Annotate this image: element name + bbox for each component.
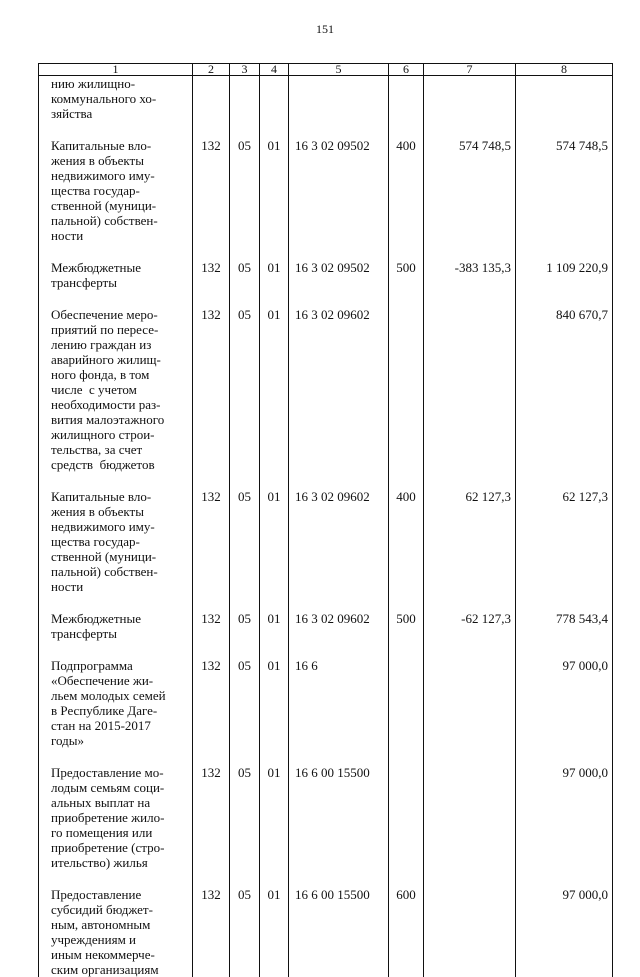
spacer-cell [193,472,230,489]
total-amount-cell [516,260,613,290]
expense-type-cell [389,765,424,870]
total-amount-cell [516,887,613,977]
target-article-text: 16 3 02 09602 [295,307,385,322]
target-article-cell [289,489,389,594]
spacer-cell [424,748,516,765]
change-amount-text: -383 135,3 [429,260,511,275]
subsection-code-text: 01 [260,887,288,902]
expense-type-text: 400 [389,489,423,504]
column-header: 1 [39,64,193,76]
target-article-cell [289,307,389,472]
spacer-cell [230,290,260,307]
subsection-code-cell [260,489,289,594]
change-amount-cell [424,658,516,748]
target-article-text: 16 3 02 09602 [295,489,385,504]
row-spacer [39,594,613,611]
column-header: 3 [230,64,260,76]
row-spacer [39,870,613,887]
total-amount-text: 62 127,3 [521,489,608,504]
ministry-code-text: 132 [193,138,229,153]
item-name-text: Подпрограмма «Обеспечение жи- льем молодых семей в Республике Даге- стан на 2015-2017 годы» [51,658,190,748]
spacer-cell [424,870,516,887]
spacer-cell [516,472,613,489]
target-article-text: 16 3 02 09502 [295,260,385,275]
subsection-code-text: 01 [260,138,288,153]
spacer-cell [193,290,230,307]
ministry-code-text: 132 [193,307,229,322]
ministry-code-text: 132 [193,260,229,275]
total-amount-cell [516,765,613,870]
spacer-cell [289,121,389,138]
row-spacer [39,641,613,658]
spacer-cell [516,641,613,658]
spacer-cell [39,641,193,658]
change-amount-text: 62 127,3 [429,489,511,504]
header-row [39,64,613,76]
subsection-code-text: 01 [260,307,288,322]
item-name-cell [39,260,193,290]
spacer-cell [516,870,613,887]
item-name-cell [39,611,193,641]
spacer-cell [39,870,193,887]
total-amount-cell [516,611,613,641]
change-amount-text: -62 127,3 [429,611,511,626]
change-amount-cell [424,138,516,243]
total-amount-text: 1 109 220,9 [521,260,608,275]
spacer-cell [389,870,424,887]
item-name-text: Межбюджетные трансферты [51,260,190,290]
subsection-code-text: 01 [260,658,288,673]
table-row [39,611,613,641]
table-row [39,307,613,472]
spacer-cell [193,594,230,611]
spacer-cell [39,290,193,307]
section-code-cell [230,611,260,641]
section-code-cell [230,76,260,122]
subsection-code-cell [260,611,289,641]
expense-type-cell [389,611,424,641]
spacer-cell [260,243,289,260]
ministry-code-text: 132 [193,765,229,780]
spacer-cell [260,748,289,765]
ministry-code-text: 132 [193,611,229,626]
target-article-text: 16 6 [295,658,385,673]
spacer-cell [289,870,389,887]
item-name-text: Обеспечение меро- приятий по пересе- лению граждан из аварийного жилищ- ного фонда, в том числе с учетом необходимости раз- вития малоэтажного жилищного строи- тельства, за счет средств бюджетов [51,307,190,472]
spacer-cell [389,748,424,765]
spacer-cell [230,121,260,138]
item-name-text: Капитальные вло- жения в объекты недвижимого иму- щества государ- ственной (муници- пальной) собствен- ности [51,138,190,243]
column-header: 2 [193,64,230,76]
section-code-text: 05 [230,138,259,153]
total-amount-text: 97 000,0 [521,658,608,673]
table-row [39,489,613,594]
ministry-code-cell [193,765,230,870]
subsection-code-cell [260,887,289,977]
subsection-code-text: 01 [260,765,288,780]
spacer-cell [39,243,193,260]
section-code-cell [230,307,260,472]
section-code-text: 05 [230,765,259,780]
table-body [39,76,613,977]
item-name-text: Предоставление субсидий бюджет- ным, автономным учреждениям и иным некоммерче- ским организациям [51,887,190,977]
row-spacer [39,290,613,307]
item-name-cell [39,76,193,122]
section-code-text: 05 [230,307,259,322]
row-spacer [39,121,613,138]
ministry-code-cell [193,76,230,122]
target-article-cell [289,260,389,290]
spacer-cell [516,748,613,765]
spacer-cell [193,641,230,658]
expense-type-text: 600 [389,887,423,902]
ministry-code-text: 132 [193,887,229,902]
item-name-cell [39,489,193,594]
spacer-cell [424,121,516,138]
spacer-cell [39,472,193,489]
table-row [39,260,613,290]
spacer-cell [230,870,260,887]
subsection-code-cell [260,138,289,243]
spacer-cell [424,594,516,611]
expense-type-cell [389,887,424,977]
spacer-cell [289,243,389,260]
spacer-cell [424,243,516,260]
section-code-cell [230,260,260,290]
change-amount-cell [424,260,516,290]
ministry-code-cell [193,260,230,290]
section-code-cell [230,658,260,748]
subsection-code-text: 01 [260,489,288,504]
target-article-text: 16 6 00 15500 [295,887,385,902]
spacer-cell [289,641,389,658]
spacer-cell [389,243,424,260]
target-article-cell [289,887,389,977]
target-article-cell [289,138,389,243]
expense-type-cell [389,260,424,290]
budget-table [38,63,613,977]
section-code-text: 05 [230,489,259,504]
change-amount-cell [424,307,516,472]
ministry-code-text: 132 [193,489,229,504]
spacer-cell [39,121,193,138]
change-amount-cell [424,611,516,641]
spacer-cell [516,243,613,260]
item-name-cell [39,658,193,748]
spacer-cell [230,594,260,611]
spacer-cell [389,121,424,138]
target-article-cell [289,76,389,122]
ministry-code-cell [193,887,230,977]
expense-type-cell [389,76,424,122]
item-name-cell [39,887,193,977]
change-amount-text: 574 748,5 [429,138,511,153]
subsection-code-cell [260,76,289,122]
spacer-cell [260,870,289,887]
expense-type-text: 400 [389,138,423,153]
spacer-cell [289,290,389,307]
table-row [39,658,613,748]
subsection-code-cell [260,658,289,748]
row-spacer [39,472,613,489]
ministry-code-cell [193,489,230,594]
spacer-cell [389,472,424,489]
column-header: 7 [424,64,516,76]
subsection-code-text: 01 [260,260,288,275]
item-name-text: Межбюджетные трансферты [51,611,190,641]
total-amount-cell [516,307,613,472]
spacer-cell [230,472,260,489]
section-code-text: 05 [230,658,259,673]
column-header: 5 [289,64,389,76]
item-name-cell [39,765,193,870]
spacer-cell [230,641,260,658]
total-amount-cell [516,76,613,122]
table-row [39,76,613,122]
target-article-text: 16 6 00 15500 [295,765,385,780]
target-article-text: 16 3 02 09602 [295,611,385,626]
spacer-cell [389,641,424,658]
subsection-code-text: 01 [260,611,288,626]
spacer-cell [193,870,230,887]
expense-type-text: 500 [389,260,423,275]
spacer-cell [260,121,289,138]
spacer-cell [289,748,389,765]
change-amount-cell [424,489,516,594]
expense-type-text: 500 [389,611,423,626]
column-header: 8 [516,64,613,76]
section-code-cell [230,138,260,243]
page-number: 151 [0,22,640,37]
ministry-code-cell [193,138,230,243]
column-header: 6 [389,64,424,76]
section-code-cell [230,489,260,594]
row-spacer [39,748,613,765]
item-name-cell [39,138,193,243]
expense-type-cell [389,489,424,594]
spacer-cell [289,594,389,611]
total-amount-text: 97 000,0 [521,887,608,902]
table-row [39,887,613,977]
target-article-cell [289,611,389,641]
section-code-cell [230,765,260,870]
item-name-text: нию жилищно- коммунального хо- зяйства [51,76,190,121]
expense-type-cell [389,658,424,748]
spacer-cell [516,290,613,307]
section-code-text: 05 [230,887,259,902]
change-amount-cell [424,887,516,977]
total-amount-cell [516,489,613,594]
table-row [39,138,613,243]
spacer-cell [260,641,289,658]
spacer-cell [193,243,230,260]
column-header: 4 [260,64,289,76]
spacer-cell [289,472,389,489]
ministry-code-cell [193,611,230,641]
spacer-cell [39,748,193,765]
ministry-code-text: 132 [193,658,229,673]
target-article-cell [289,658,389,748]
total-amount-text: 97 000,0 [521,765,608,780]
total-amount-cell [516,658,613,748]
expense-type-cell [389,307,424,472]
expense-type-cell [389,138,424,243]
spacer-cell [424,290,516,307]
target-article-cell [289,765,389,870]
spacer-cell [39,594,193,611]
target-article-text: 16 3 02 09502 [295,138,385,153]
spacer-cell [260,472,289,489]
spacer-cell [389,594,424,611]
spacer-cell [230,748,260,765]
item-name-text: Предоставление мо- лодым семьям соци- альных выплат на приобретение жило- го помещения или приобретение (стро- ительство) жилья [51,765,190,870]
total-amount-text: 574 748,5 [521,138,608,153]
section-code-text: 05 [230,611,259,626]
change-amount-cell [424,765,516,870]
subsection-code-cell [260,765,289,870]
total-amount-cell [516,138,613,243]
subsection-code-cell [260,260,289,290]
spacer-cell [193,121,230,138]
section-code-cell [230,887,260,977]
item-name-cell [39,307,193,472]
spacer-cell [424,472,516,489]
spacer-cell [516,594,613,611]
ministry-code-cell [193,307,230,472]
spacer-cell [516,121,613,138]
spacer-cell [230,243,260,260]
section-code-text: 05 [230,260,259,275]
total-amount-text: 778 543,4 [521,611,608,626]
subsection-code-cell [260,307,289,472]
ministry-code-cell [193,658,230,748]
row-spacer [39,243,613,260]
spacer-cell [424,641,516,658]
spacer-cell [260,290,289,307]
spacer-cell [260,594,289,611]
item-name-text: Капитальные вло- жения в объекты недвижимого иму- щества государ- ственной (муници- пальной) собствен- ности [51,489,190,594]
change-amount-cell [424,76,516,122]
table-row [39,765,613,870]
total-amount-text: 840 670,7 [521,307,608,322]
spacer-cell [193,748,230,765]
spacer-cell [389,290,424,307]
